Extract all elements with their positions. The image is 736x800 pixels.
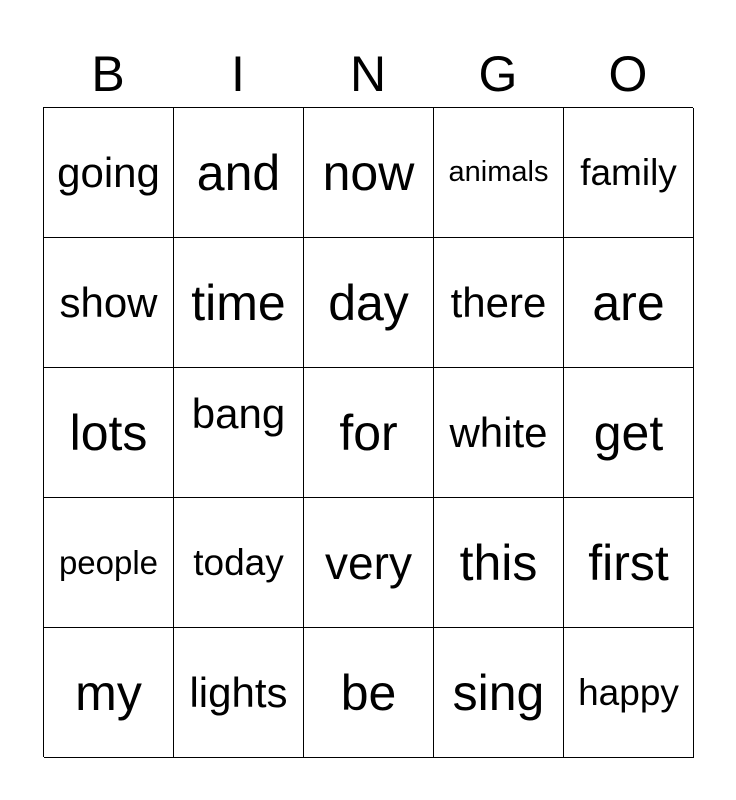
cell-word: time xyxy=(191,274,286,331)
header-letter-n: N xyxy=(349,46,387,102)
bingo-cell[interactable] xyxy=(564,238,694,368)
bingo-grid xyxy=(43,107,693,757)
bingo-cell[interactable] xyxy=(434,368,564,498)
bingo-cell[interactable] xyxy=(44,628,174,758)
bingo-cell[interactable] xyxy=(174,368,304,498)
header-letter-o: O xyxy=(608,46,648,102)
header-letter-g: G xyxy=(478,46,518,102)
bingo-cell[interactable] xyxy=(304,498,434,628)
cell-word: and xyxy=(196,144,281,201)
cell-word: bang xyxy=(191,389,286,437)
cell-word: family xyxy=(580,152,677,193)
bingo-cell[interactable] xyxy=(564,498,694,628)
bingo-cell[interactable] xyxy=(174,108,304,238)
cell-word: there xyxy=(450,278,547,326)
bingo-cell[interactable] xyxy=(44,368,174,498)
bingo-cell[interactable] xyxy=(44,498,174,628)
cell-word: now xyxy=(322,144,415,201)
bingo-cell[interactable] xyxy=(304,108,434,238)
bingo-cell[interactable] xyxy=(434,498,564,628)
bingo-cell[interactable] xyxy=(304,368,434,498)
cell-word: people xyxy=(58,544,159,581)
bingo-cell[interactable] xyxy=(564,368,694,498)
cell-word: happy xyxy=(578,672,679,713)
cell-word: my xyxy=(75,664,142,721)
cell-word: first xyxy=(588,534,669,591)
bingo-cell[interactable] xyxy=(44,238,174,368)
bingo-cell[interactable] xyxy=(564,108,694,238)
bingo-cell[interactable] xyxy=(174,238,304,368)
bingo-cell[interactable] xyxy=(304,628,434,758)
bingo-cell[interactable] xyxy=(304,238,434,368)
cell-word: be xyxy=(340,664,397,721)
cell-word: going xyxy=(57,148,160,196)
bingo-cell[interactable] xyxy=(434,238,564,368)
bingo-header xyxy=(43,44,693,104)
bingo-cell[interactable] xyxy=(174,498,304,628)
cell-word: lots xyxy=(69,404,148,461)
cell-word: show xyxy=(59,278,158,326)
header-letter-b: B xyxy=(91,46,125,102)
bingo-cell[interactable] xyxy=(564,628,694,758)
header-letter-i: I xyxy=(231,46,245,102)
bingo-cell[interactable] xyxy=(434,628,564,758)
cell-word: get xyxy=(593,404,664,461)
cell-word: this xyxy=(459,534,538,591)
cell-word: animals xyxy=(448,156,549,188)
cell-word: white xyxy=(449,408,548,456)
cell-word: day xyxy=(328,274,409,331)
bingo-cell[interactable] xyxy=(174,628,304,758)
cell-word: very xyxy=(325,536,412,589)
cell-word: lights xyxy=(189,668,288,716)
bingo-cell[interactable] xyxy=(44,108,174,238)
cell-word: today xyxy=(193,542,284,583)
cell-word: sing xyxy=(452,664,545,721)
cell-word: are xyxy=(592,274,665,331)
bingo-cell[interactable] xyxy=(434,108,564,238)
cell-word: for xyxy=(339,404,398,461)
